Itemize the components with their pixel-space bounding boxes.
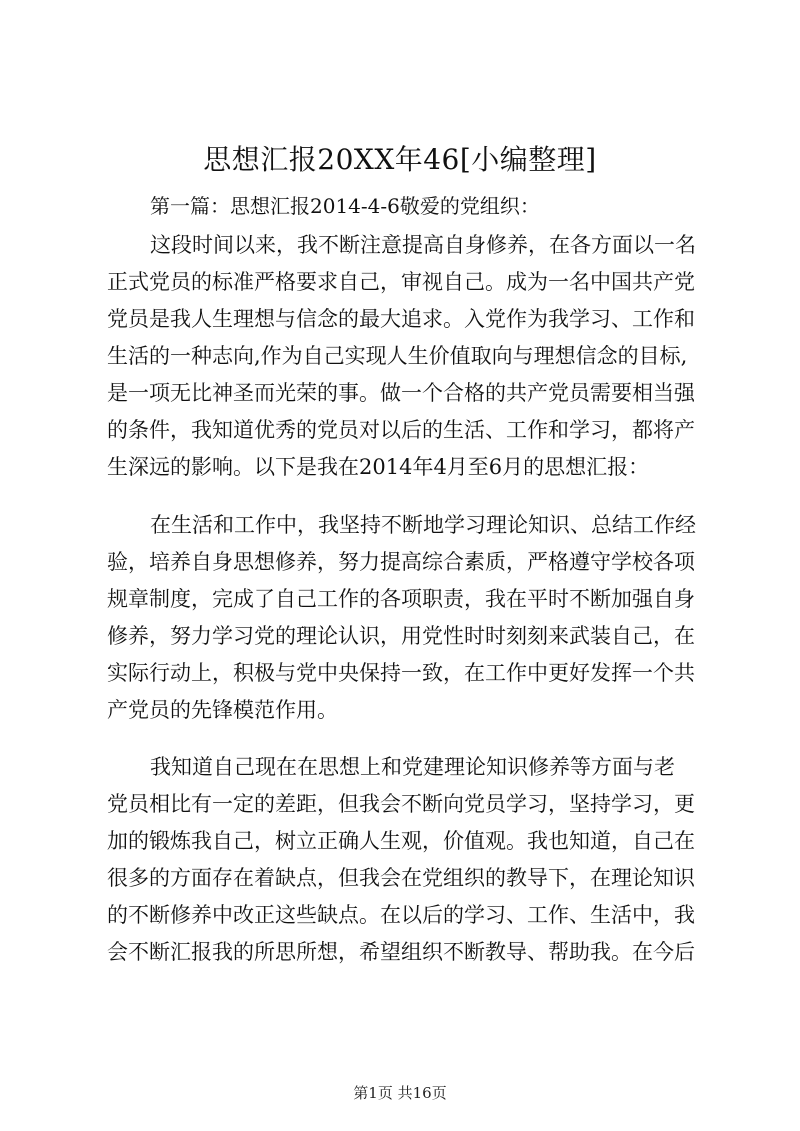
paragraph-line: 党员相比有一定的差距，但我会不断向党员学习，坚持学习，更: [107, 792, 695, 816]
paragraph-line: 是一项无比神圣而光荣的事。做一个合格的共产党员需要相当强: [107, 381, 695, 405]
paragraph-line: 在生活和工作中，我坚持不断地学习理论知识、总结工作经: [150, 513, 696, 537]
paragraph-line: 产党员的先锋模范作用。: [107, 698, 338, 722]
paragraph-line: 党员是我人生理想与信念的最大追求。入党作为我学习、工作和: [107, 307, 695, 331]
paragraph-line: 这段时间以来，我不断注意提高自身修养，在各方面以一名: [150, 233, 696, 257]
paragraph-line: 生活的一种志向,作为自己实现人生价值取向与理想信念的目标,: [107, 344, 688, 368]
document-title: 思想汇报20XX年46[小编整理]: [203, 143, 597, 176]
page-number: 第1页 共16页: [353, 1084, 447, 1102]
paragraph-line: 生深远的影响。以下是我在2014年4月至6月的思想汇报：: [107, 455, 650, 479]
paragraph-line: 的不断修养中改正这些缺点。在以后的学习、工作、生活中，我: [107, 903, 695, 927]
paragraph-line: 加的锻炼我自己，树立正确人生观，价值观。我也知道，自己在: [107, 829, 695, 853]
paragraph-line: 正式党员的标准严格要求自己，审视自己。成为一名中国共产党: [107, 270, 695, 294]
section-heading: 第一篇：思想汇报2014-4-6敬爱的党组织：: [150, 194, 540, 218]
paragraph-line: 会不断汇报我的所思所想，希望组织不断教导、帮助我。在今后: [107, 940, 695, 964]
paragraph-line: 我知道自己现在在思想上和党建理论知识修养等方面与老: [150, 755, 675, 779]
paragraph-line: 实际行动上，积极与党中央保持一致，在工作中更好发挥一个共: [107, 661, 695, 685]
paragraph-line: 修养，努力学习党的理论认识，用党性时时刻刻来武装自己，在: [107, 624, 695, 648]
paragraph-line: 很多的方面存在着缺点，但我会在党组织的教导下，在理论知识: [107, 866, 695, 890]
paragraph-line: 的条件，我知道优秀的党员对以后的生活、工作和学习，都将产: [107, 418, 695, 442]
paragraph-line: 验，培养自身思想修养，努力提高综合素质，严格遵守学校各项: [107, 550, 695, 574]
paragraph-line: 规章制度，完成了自己工作的各项职责，我在平时不断加强自身: [107, 587, 695, 611]
